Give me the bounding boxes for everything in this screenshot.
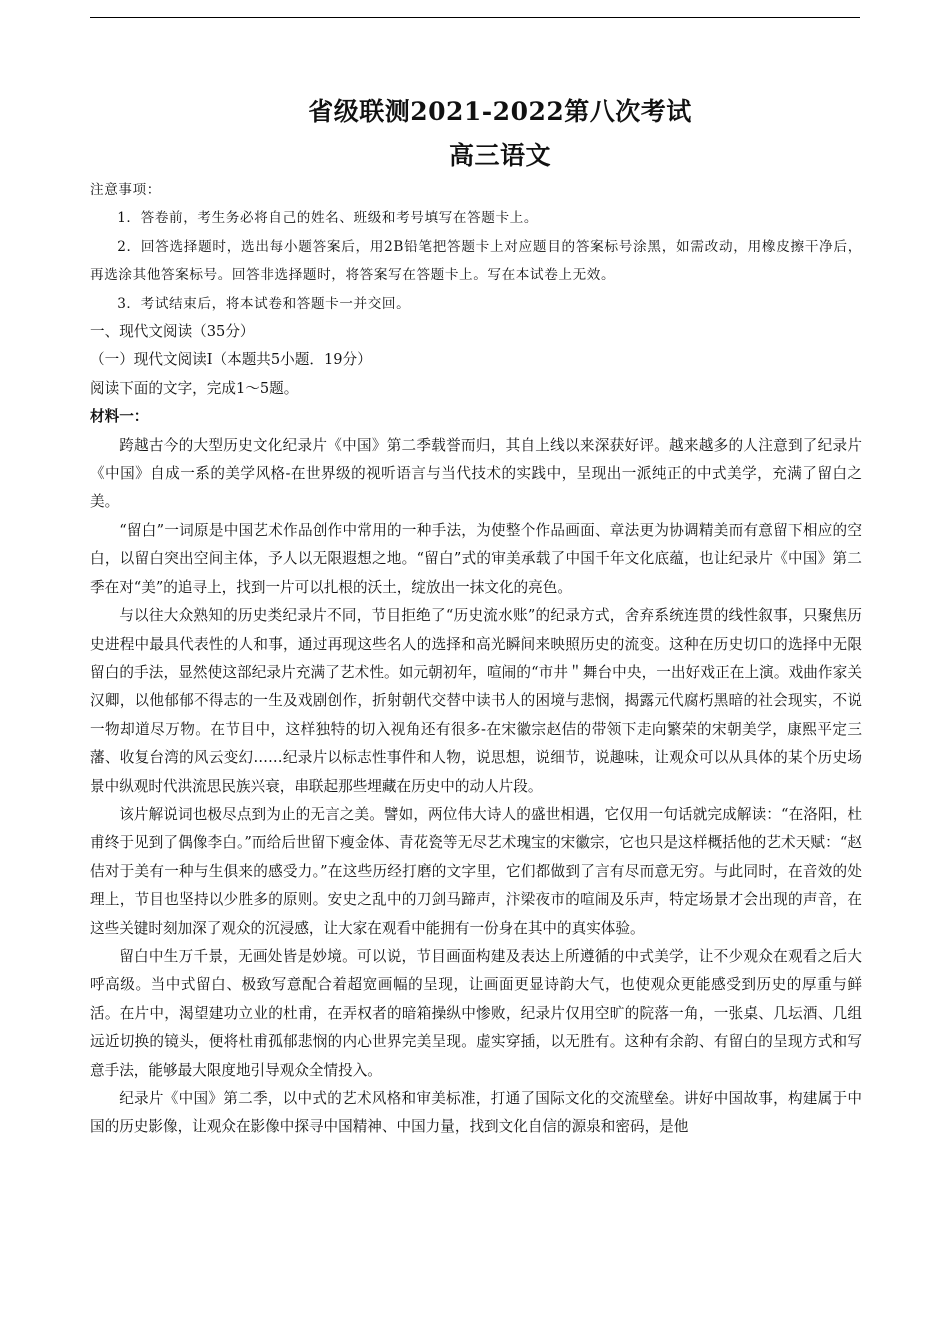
notice-item-3: 3．考试结束后，将本试卷和答题卡一并交回。 <box>117 295 411 312</box>
paragraph-3: 与以往大众熟知的历史类纪录片不同，节目拒绝了“历史流水账”的纪录方式，舍弃系统连贯的线性叙事，只聚焦历史进程中最具代表性的人和事，通过再现这些名人的选择和高光瞬间来映照历史的流变。这种在历史切口的选择中无限留白的手法，显然使这部纪录片充满了艺术性。如元朝初年，喧闹的“市井＂舞台中央，一出好戏正在上演。戏曲作家关汉卿，以他郁郁不得志的一生及戏剧创作，折射朝代交替中读书人的困境与悲悯，揭露元代腐朽黑暗的社会现实，不说一物却道尽万物。在节目中，这样独特的切入视角还有很多-在宋徽宗赵佶的带领下走向繁荣的宋朝美学，康熙平定三藩、收复台湾的风云变幻……纪录片以标志性事件和人物，说思想，说细节，说趣味，让观众可以从具体的某个历史场景中纵观时代洪流思民族兴衰，串联起那些埋藏在历史中的动人片段。 <box>90 607 862 795</box>
exam-title: 省级联测2021-2022第八次考试 <box>308 97 692 126</box>
notice-heading: 注意事项： <box>90 182 161 198</box>
reading-instruction: 阅读下面的文字，完成1～5题。 <box>90 379 299 397</box>
section-subheading: （一）现代文阅读Ⅰ（本题共5小题．19分） <box>90 351 372 369</box>
paragraph-1: 跨越古今的大型历史文化纪录片《中国》第二季载誉而归，其自上线以来深获好评。越来越多的人注意到了纪录片《中国》自成一系的美学风格-在世界级的视听语言与当代技术的实践中，呈现出一派纯正的中式美学，充满了留白之美。 <box>90 436 862 511</box>
notice-item-1: 1．答卷前，考生务必将自己的姓名、班级和考号填写在答题卡上。 <box>117 210 539 227</box>
paragraph-5: 留白中生万千景，无画处皆是妙境。可以说，节目画面构建及表达上所遵循的中式美学，让不少观众在观看之后大呼高级。当中式留白、极致写意配合着超宽画幅的呈现，让画面更显诗韵大气，也使观众更能感受到历史的厚重与鲜活。在片中，渴望建功立业的杜甫，在弄权者的暗箱操纵中惨败，纪录片仅用空旷的院落一角，一张桌、几坛酒、几组远近切换的镜头，便将杜甫孤郁悲悯的内心世界完美呈现。虚实穿插，以无胜有。这种有余韵、有留白的呈现方式和写意手法，能够最大限度地引导观众全情投入。 <box>90 947 862 1079</box>
material-label: 材料一： <box>90 408 149 426</box>
section-heading: 一、现代文阅读（35分） <box>90 323 255 341</box>
notice-item-2: 2．回答选择题时，选出每小题答案后，用2B铅笔把答题卡上对应题目的答案标号涂黑，如需改动，用橡皮擦干净后，再选涂其他答案标号。回答非选择题时，将答案写在答题卡上。写在本试卷上无效。 <box>90 238 862 284</box>
top-rule <box>90 17 860 18</box>
exam-subtitle: 高三语文 <box>448 141 551 170</box>
paragraph-4: 该片解说词也极尽点到为止的无言之美。譬如，两位伟大诗人的盛世相遇，它仅用一句话就完成解读：“在洛阳，杜甫终于见到了偶像李白。”而给后世留下瘦金体、青花瓷等无尽艺术瑰宝的宋徽宗，它也只是这样概括他的艺术天赋：“赵佶对于美有一种与生俱来的感受力。”在这些历经打磨的文字里，它们都做到了言有尽而意无穷。与此同时，在音效的处理上，节目也坚持以少胜多的原则。安史之乱中的刀剑马蹄声，汴梁夜市的喧闹及乐声，特定场景才会出现的声音，在这些关键时刻加深了观众的沉浸感，让大家在观看中能拥有一份身在其中的真实体验。 <box>90 805 862 937</box>
paragraph-2: “留白”一词原是中国艺术作品创作中常用的一种手法，为使整个作品画面、章法更为协调精美而有意留下相应的空白，以留白突出空间主体，予人以无限遐想之地。“留白”式的审美承载了中国千年文化底蕴，也让纪录片《中国》第二季在对“美”的追寻上，找到一片可以扎根的沃土，绽放出一抹文化的亮色。 <box>90 521 862 596</box>
document-body <box>90 176 862 1142</box>
paragraph-6: 纪录片《中国》第二季，以中式的艺术风格和审美标准，打通了国际文化的交流壁垒。讲好中国故事，构建属于中国的历史影像，让观众在影像中探寻中国精神、中国力量，找到文化自信的源泉和密码，是他 <box>90 1090 862 1136</box>
